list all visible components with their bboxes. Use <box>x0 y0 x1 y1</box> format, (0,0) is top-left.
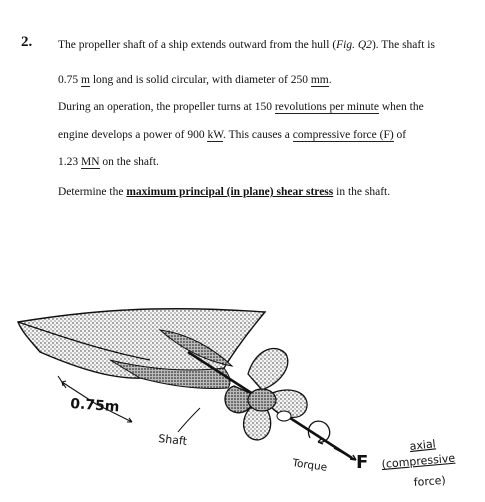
length-label: 0.75m <box>69 396 120 416</box>
question-line-1 <box>58 38 435 52</box>
question-line-3 <box>58 100 424 114</box>
question-line-5 <box>58 155 159 169</box>
line4-text-c: of <box>393 129 407 141</box>
rpm-phrase: revolutions per minute <box>274 101 379 113</box>
line2-text-a: 0.75 <box>58 74 81 86</box>
force-arrow <box>334 448 356 460</box>
axial-label: axial <box>408 437 437 453</box>
line3-text-b: when the <box>378 101 424 113</box>
line2-text-c: . <box>328 74 332 86</box>
line4-text-b: . This causes a <box>223 129 293 141</box>
line6-text-b: in the shaft. <box>333 186 391 198</box>
force-phrase: compressive force (F) <box>292 129 394 141</box>
line6-text-a: Determine the <box>58 186 127 198</box>
length-tick <box>58 376 66 388</box>
propeller-hub <box>248 389 276 411</box>
unit-kw: kW <box>207 129 224 141</box>
shaft-label-pointer <box>178 408 200 432</box>
line1-text-a: The propeller shaft of a ship extends outward from the hull ( <box>58 39 337 51</box>
line5-text-b: on the shaft. <box>99 156 159 168</box>
line3-text-a: During an operation, the propeller turns at 150 <box>58 101 275 113</box>
target-quantity: maximum principal (in plane) shear stress <box>126 186 334 198</box>
shaft-label: Shaft <box>157 432 188 448</box>
propeller-hub-cap <box>277 411 291 421</box>
compressive-label: (compressive <box>381 451 456 471</box>
propeller-shaft-figure <box>0 290 485 502</box>
question-line-4 <box>58 128 406 142</box>
unit-mn: MN <box>81 156 100 168</box>
question-line-2 <box>58 73 332 87</box>
torque-label: Torque <box>291 457 328 474</box>
line5-text-a: 1.23 <box>58 156 81 168</box>
line2-text-b: long and is solid circular, with diameter of 250 <box>89 74 311 86</box>
propeller-blade-top <box>248 348 288 390</box>
force-label: F <box>356 452 369 473</box>
force-word-label: force) <box>413 473 447 489</box>
line4-text-a: engine develops a power of 900 <box>58 129 208 141</box>
question-line-6 <box>58 185 390 199</box>
line1-text-b: ). The shaft is <box>371 39 435 51</box>
unit-mm: mm <box>310 74 329 86</box>
propeller-blade-bottom <box>244 408 271 440</box>
figure-reference: Fig. Q2 <box>336 39 372 51</box>
unit-m: m <box>81 74 90 86</box>
question-number: 2. <box>21 34 33 50</box>
